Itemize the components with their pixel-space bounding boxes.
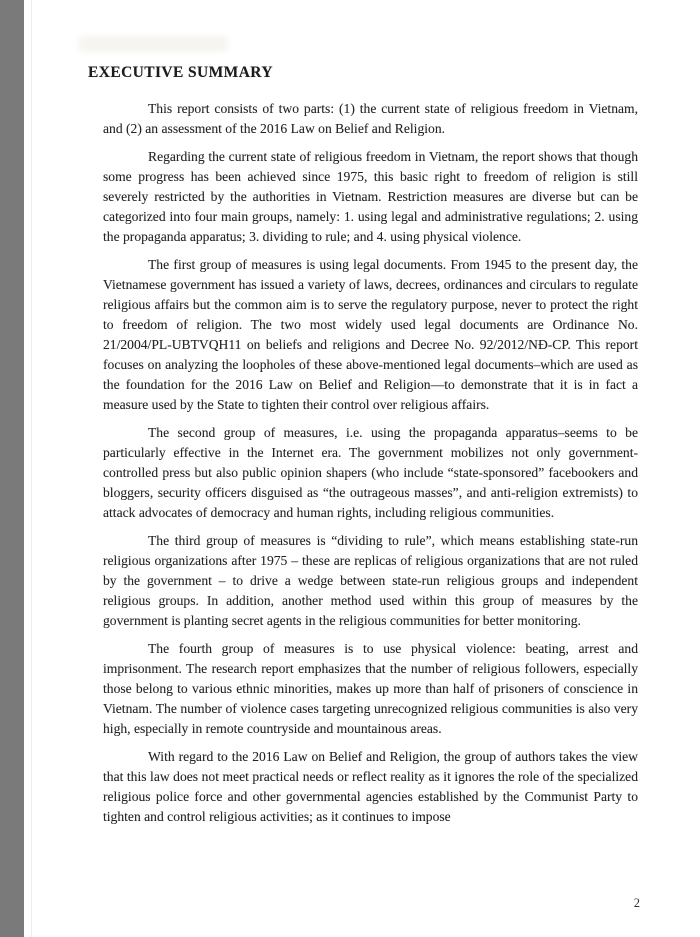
paragraph-5: The third group of measures is “dividing to rule”, which means establishing state-run religious organizations after 1975 – these are replicas of religious organizations that are not ruled by the government – to drive a wedge between state-run religious groups and independent religious groups. In addition, another method used within this group of measures by the government is planting secret agents in the religious communities for better monitoring.: [103, 533, 638, 628]
scan-artifact: [78, 36, 228, 52]
scan-left-edge-strip: [0, 0, 24, 937]
page-edge-line: [31, 0, 32, 937]
paragraph-3: The first group of measures is using legal documents. From 1945 to the present day, the Vietnamese government has issued a variety of laws, decrees, ordinances and circulars to regulate religious affairs but the common aim is to serve the regulatory purpose, never to protect the right to freedom of religion. The two most widely used legal documents are Ordinance No. 21/2004/PL-UBTVQH11 on beliefs and religions and Decree No. 92/2012/NĐ-CP. This report focuses on analyzing the loopholes of these above-mentioned legal documents–which are used as the foundation for the 2016 Law on Belief and Religion—to demonstrate that it is in fact a measure used by the State to tighten their control over religious affairs.: [103, 257, 638, 412]
document-body: [103, 99, 638, 827]
document-page: [88, 64, 640, 835]
paragraph-6: The fourth group of measures is to use physical violence: beating, arrest and imprisonment. The research report emphasizes that the number of religious followers, especially those belong to various ethnic minorities, makes up more than half of prisoners of conscience in Vietnam. The number of violence cases targeting unrecognized religious communities is also very high, especially in remote countryside and mountainous areas.: [103, 641, 638, 736]
paragraph-2: Regarding the current state of religious freedom in Vietnam, the report shows that though some progress has been achieved since 1975, this basic right to freedom of religion is still severely restricted by the authorities in Vietnam. Restriction measures are diverse but can be categorized into four main groups, namely: 1. using legal and administrative regulations; 2. using the propaganda apparatus; 3. dividing to rule; and 4. using physical violence.: [103, 149, 638, 244]
page-number: 2: [633, 896, 640, 910]
paragraph-1: This report consists of two parts: (1) the current state of religious freedom in Vietnam, and (2) an assessment of the 2016 Law on Belief and Religion.: [103, 101, 638, 136]
paragraph-4: The second group of measures, i.e. using the propaganda apparatus–seems to be particularly effective in the Internet era. The government mobilizes not only government-controlled press but also public opinion shapers (who include “state-sponsored” facebookers and bloggers, security officers disguised as “the outrageous masses”, and anti-religion extremists) to attack advocates of democracy and human rights, including religious communities.: [103, 425, 638, 520]
page-title: EXECUTIVE SUMMARY: [88, 64, 273, 81]
paragraph-7: With regard to the 2016 Law on Belief and Religion, the group of authors takes the view that this law does not meet practical needs or reflect reality as it ignores the role of the specialized religious police force and other governmental agencies established by the Communist Party to tighten and control religious activities; as it continues to impose: [103, 749, 638, 824]
